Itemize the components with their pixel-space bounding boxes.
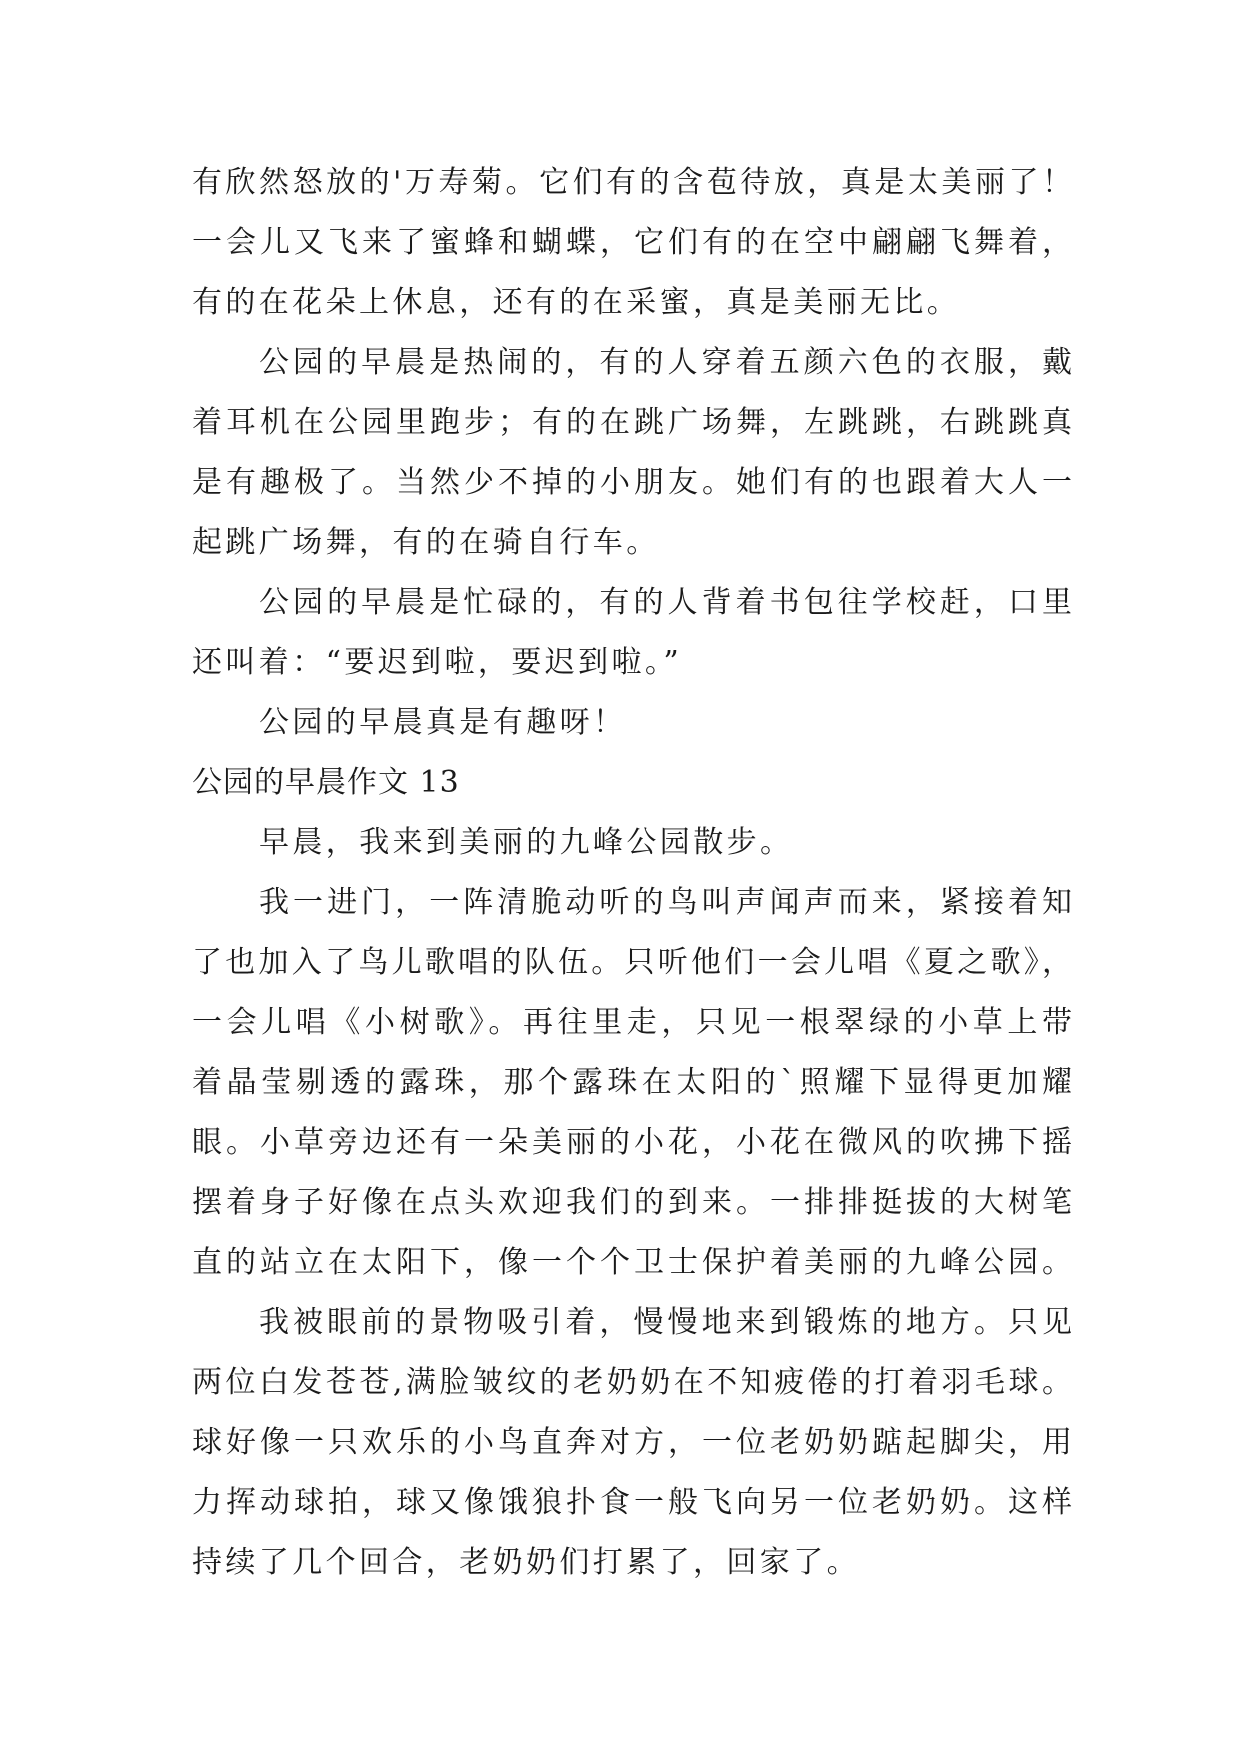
text-line: 力挥动球拍，球又像饿狼扑食一般飞向另一位老奶奶。这样	[192, 1485, 1072, 1520]
text-line: 公园的早晨是热闹的，有的人穿着五颜六色的衣服，戴	[259, 345, 1072, 380]
text-line: 是有趣极了。当然少不掉的小朋友。她们有的也跟着大人一	[192, 465, 1072, 500]
text-line: 摆着身子好像在点头欢迎我们的到来。一排排挺拔的大树笔	[192, 1185, 1072, 1220]
text-line: 着晶莹剔透的露珠，那个露珠在太阳的`照耀下显得更加耀	[192, 1065, 1072, 1100]
text-line: 两位白发苍苍,满脸皱纹的老奶奶在不知疲倦的打着羽毛球。	[192, 1365, 1072, 1400]
text-line: 公园的早晨真是有趣呀！	[259, 705, 627, 740]
text-line: 眼。小草旁边还有一朵美丽的小花，小花在微风的吹拂下摇	[192, 1125, 1072, 1160]
text-line: 持续了几个回合，老奶奶们打累了，回家了。	[192, 1545, 860, 1580]
text-line: 早晨，我来到美丽的九峰公园散步。	[259, 825, 794, 860]
text-line: 一会儿唱《小树歌》。再往里走，只见一根翠绿的小草上带	[192, 1005, 1072, 1040]
text-line: 有的在花朵上休息，还有的在采蜜，真是美丽无比。	[192, 285, 961, 320]
section-heading: 公园的早晨作文 13	[192, 765, 460, 800]
text-line: 直的站立在太阳下，像一个个卫士保护着美丽的九峰公园。	[192, 1245, 1072, 1280]
text-line: 有欣然怒放的'万寿菊。它们有的含苞待放，真是太美丽了！	[192, 165, 1072, 200]
text-line: 了也加入了鸟儿歌唱的队伍。只听他们一会儿唱《夏之歌》，	[192, 945, 1072, 980]
text-line: 起跳广场舞，有的在骑自行车。	[192, 525, 660, 560]
text-line: 着耳机在公园里跑步；有的在跳广场舞，左跳跳，右跳跳真	[192, 405, 1072, 440]
text-line: 我被眼前的景物吸引着，慢慢地来到锻炼的地方。只见	[259, 1305, 1072, 1340]
text-line: 我一进门，一阵清脆动听的鸟叫声闻声而来，紧接着知	[259, 885, 1072, 920]
text-line: 球好像一只欢乐的小鸟直奔对方，一位老奶奶踮起脚尖，用	[192, 1425, 1072, 1460]
text-line: 公园的早晨是忙碌的，有的人背着书包往学校赶，口里	[259, 585, 1072, 620]
text-line: 一会儿又飞来了蜜蜂和蝴蝶，它们有的在空中翩翩飞舞着，	[192, 225, 1072, 260]
text-line: 还叫着：“要迟到啦，要迟到啦。”	[192, 645, 683, 680]
